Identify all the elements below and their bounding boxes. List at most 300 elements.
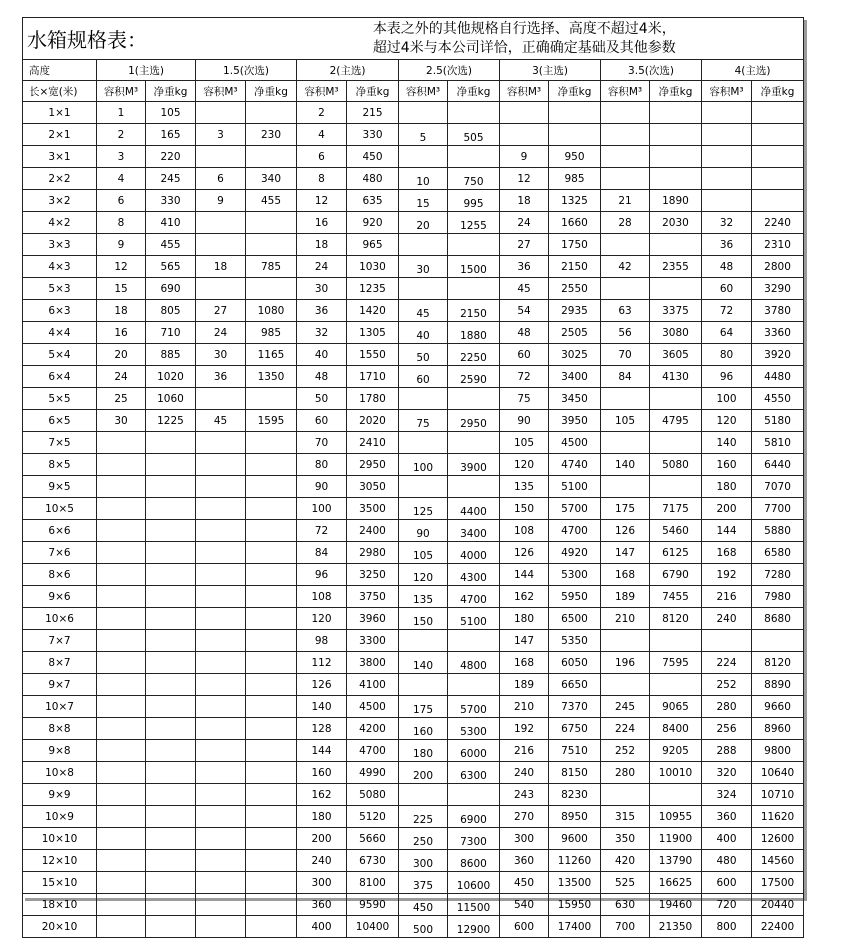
weight-cell [246, 146, 297, 168]
volume-cell: 50 [297, 388, 347, 410]
volume-cell: 100 [702, 388, 752, 410]
weight-cell: 10710 [752, 784, 804, 806]
volume-cell: 126 [500, 542, 549, 564]
volume-cell [97, 586, 146, 608]
size-cell: 3×1 [23, 146, 97, 168]
volume-cell [196, 652, 246, 674]
volume-cell [601, 124, 650, 146]
volume-cell: 175 [399, 696, 448, 718]
weight-cell [448, 278, 500, 300]
volume-cell: 60 [702, 278, 752, 300]
size-cell: 8×6 [23, 564, 97, 586]
volume-cell: 45 [196, 410, 246, 432]
volume-cell: 80 [297, 454, 347, 476]
volume-cell: 240 [702, 608, 752, 630]
volume-cell: 48 [500, 322, 549, 344]
weight-cell: 13500 [549, 872, 601, 894]
weight-cell: 17400 [549, 916, 601, 938]
weight-cell: 7175 [650, 498, 702, 520]
size-cell: 9×8 [23, 740, 97, 762]
volume-cell: 75 [399, 410, 448, 432]
volume-cell [601, 432, 650, 454]
volume-cell [399, 234, 448, 256]
weight-cell: 6730 [347, 850, 399, 872]
table-row [23, 872, 804, 894]
weight-header: 净重kg [347, 81, 399, 102]
volume-cell: 40 [297, 344, 347, 366]
weight-cell: 5100 [448, 608, 500, 630]
volume-cell [196, 586, 246, 608]
volume-cell: 168 [702, 542, 752, 564]
volume-cell: 1 [97, 102, 146, 124]
weight-cell [246, 630, 297, 652]
volume-cell: 126 [297, 674, 347, 696]
volume-cell [601, 674, 650, 696]
volume-cell: 18 [297, 234, 347, 256]
volume-cell: 3 [196, 124, 246, 146]
size-cell: 2×1 [23, 124, 97, 146]
weight-cell [752, 630, 804, 652]
volume-cell: 120 [702, 410, 752, 432]
volume-cell: 15 [97, 278, 146, 300]
volume-cell: 84 [297, 542, 347, 564]
volume-cell [97, 718, 146, 740]
weight-cell: 505 [448, 124, 500, 146]
weight-cell [448, 674, 500, 696]
weight-cell: 1350 [246, 366, 297, 388]
volume-cell: 96 [297, 564, 347, 586]
volume-cell: 720 [702, 894, 752, 916]
weight-cell: 4500 [347, 696, 399, 718]
weight-cell: 3900 [448, 454, 500, 476]
spec-table [22, 17, 804, 938]
weight-cell: 12600 [752, 828, 804, 850]
volume-cell: 16 [297, 212, 347, 234]
volume-header: 容积M³ [297, 81, 347, 102]
volume-cell: 36 [500, 256, 549, 278]
volume-cell: 140 [297, 696, 347, 718]
table-row [23, 696, 804, 718]
volume-cell: 30 [196, 344, 246, 366]
height-header: 3.5(次选) [601, 60, 702, 81]
weight-cell: 950 [549, 146, 601, 168]
table-row [23, 278, 804, 300]
volume-cell: 16 [97, 322, 146, 344]
volume-cell: 36 [297, 300, 347, 322]
weight-cell: 5880 [752, 520, 804, 542]
weight-cell [146, 784, 196, 806]
weight-cell: 7070 [752, 476, 804, 498]
weight-cell: 885 [146, 344, 196, 366]
volume-cell: 48 [297, 366, 347, 388]
volume-cell [97, 476, 146, 498]
volume-cell: 2 [97, 124, 146, 146]
volume-cell: 120 [500, 454, 549, 476]
weight-cell: 1225 [146, 410, 196, 432]
weight-cell: 340 [246, 168, 297, 190]
table-row [23, 740, 804, 762]
weight-cell: 450 [347, 146, 399, 168]
weight-header: 净重kg [246, 81, 297, 102]
weight-cell: 2800 [752, 256, 804, 278]
volume-cell: 450 [399, 894, 448, 916]
weight-cell [246, 564, 297, 586]
volume-cell [702, 146, 752, 168]
weight-cell [146, 498, 196, 520]
weight-cell [650, 102, 702, 124]
weight-cell: 8150 [549, 762, 601, 784]
volume-cell: 70 [297, 432, 347, 454]
volume-cell: 250 [399, 828, 448, 850]
weight-cell [246, 388, 297, 410]
weight-cell: 7370 [549, 696, 601, 718]
size-cell: 9×9 [23, 784, 97, 806]
volume-cell: 600 [702, 872, 752, 894]
volume-cell: 800 [702, 916, 752, 938]
weight-cell: 480 [347, 168, 399, 190]
weight-cell [246, 212, 297, 234]
weight-cell: 165 [146, 124, 196, 146]
weight-cell: 3780 [752, 300, 804, 322]
volume-cell: 192 [702, 564, 752, 586]
weight-cell: 5300 [448, 718, 500, 740]
size-cell: 10×5 [23, 498, 97, 520]
volume-header: 容积M³ [97, 81, 146, 102]
weight-cell [246, 542, 297, 564]
weight-cell [752, 190, 804, 212]
volume-cell: 8 [97, 212, 146, 234]
volume-cell: 70 [601, 344, 650, 366]
table-row [23, 212, 804, 234]
weight-cell: 1880 [448, 322, 500, 344]
volume-cell [601, 784, 650, 806]
weight-cell: 6650 [549, 674, 601, 696]
weight-cell [246, 806, 297, 828]
volume-cell [97, 520, 146, 542]
volume-cell: 168 [500, 652, 549, 674]
weight-cell [146, 630, 196, 652]
volume-cell: 120 [297, 608, 347, 630]
table-row [23, 828, 804, 850]
weight-cell: 565 [146, 256, 196, 278]
weight-cell: 1080 [246, 300, 297, 322]
table-row [23, 652, 804, 674]
weight-cell: 245 [146, 168, 196, 190]
height-header: 3(主选) [500, 60, 601, 81]
volume-cell: 192 [500, 718, 549, 740]
weight-cell: 6500 [549, 608, 601, 630]
weight-cell: 4740 [549, 454, 601, 476]
volume-cell [97, 806, 146, 828]
weight-cell: 1420 [347, 300, 399, 322]
weight-header: 净重kg [146, 81, 196, 102]
volume-cell: 600 [500, 916, 549, 938]
table-row [23, 300, 804, 322]
weight-cell: 8230 [549, 784, 601, 806]
size-cell: 8×7 [23, 652, 97, 674]
volume-cell: 90 [399, 520, 448, 542]
volume-cell [196, 542, 246, 564]
volume-cell: 189 [601, 586, 650, 608]
volume-cell [97, 498, 146, 520]
weight-cell: 3360 [752, 322, 804, 344]
size-cell: 7×7 [23, 630, 97, 652]
weight-cell: 5080 [347, 784, 399, 806]
weight-cell [146, 916, 196, 938]
volume-cell: 500 [399, 916, 448, 938]
weight-cell: 1255 [448, 212, 500, 234]
volume-cell: 98 [297, 630, 347, 652]
volume-cell: 9 [97, 234, 146, 256]
weight-cell: 1660 [549, 212, 601, 234]
weight-cell: 330 [146, 190, 196, 212]
weight-cell: 6750 [549, 718, 601, 740]
volume-cell [196, 146, 246, 168]
weight-cell: 4550 [752, 388, 804, 410]
weight-cell: 8600 [448, 850, 500, 872]
weight-cell: 230 [246, 124, 297, 146]
volume-cell: 200 [297, 828, 347, 850]
weight-cell [448, 630, 500, 652]
table-row [23, 498, 804, 520]
volume-cell [97, 674, 146, 696]
size-cell: 6×3 [23, 300, 97, 322]
size-cell: 4×3 [23, 256, 97, 278]
volume-cell [196, 784, 246, 806]
weight-cell: 8950 [549, 806, 601, 828]
volume-cell: 9 [500, 146, 549, 168]
table-row [23, 674, 804, 696]
volume-cell: 84 [601, 366, 650, 388]
unit-header-row [23, 81, 804, 102]
volume-cell: 8 [297, 168, 347, 190]
volume-cell: 140 [601, 454, 650, 476]
weight-cell: 2550 [549, 278, 601, 300]
volume-cell: 40 [399, 322, 448, 344]
weight-cell [146, 872, 196, 894]
weight-cell [146, 850, 196, 872]
weight-cell [752, 168, 804, 190]
weight-cell: 3250 [347, 564, 399, 586]
weight-cell: 5120 [347, 806, 399, 828]
volume-cell: 150 [399, 608, 448, 630]
weight-cell: 15950 [549, 894, 601, 916]
volume-cell: 162 [500, 586, 549, 608]
weight-cell: 6125 [650, 542, 702, 564]
volume-cell [399, 102, 448, 124]
weight-header: 净重kg [650, 81, 702, 102]
volume-cell [399, 630, 448, 652]
volume-cell: 12 [297, 190, 347, 212]
weight-cell: 11620 [752, 806, 804, 828]
volume-cell: 245 [601, 696, 650, 718]
volume-cell: 256 [702, 718, 752, 740]
volume-cell: 480 [702, 850, 752, 872]
weight-cell: 9600 [549, 828, 601, 850]
size-cell: 1×1 [23, 102, 97, 124]
weight-cell: 9660 [752, 696, 804, 718]
volume-cell: 630 [601, 894, 650, 916]
weight-cell: 2150 [549, 256, 601, 278]
volume-cell: 300 [399, 850, 448, 872]
weight-cell: 12900 [448, 916, 500, 938]
volume-cell: 700 [601, 916, 650, 938]
weight-cell [246, 652, 297, 674]
volume-cell: 126 [601, 520, 650, 542]
volume-cell [196, 432, 246, 454]
weight-cell: 4800 [448, 652, 500, 674]
weight-cell [650, 674, 702, 696]
weight-cell [549, 102, 601, 124]
size-cell: 10×10 [23, 828, 97, 850]
weight-cell: 3450 [549, 388, 601, 410]
weight-cell: 4700 [448, 586, 500, 608]
weight-cell: 4700 [347, 740, 399, 762]
table-row [23, 190, 804, 212]
weight-cell [246, 454, 297, 476]
size-cell: 10×8 [23, 762, 97, 784]
volume-cell: 540 [500, 894, 549, 916]
weight-cell [246, 476, 297, 498]
volume-cell: 240 [500, 762, 549, 784]
weight-cell [146, 762, 196, 784]
weight-cell: 8120 [650, 608, 702, 630]
volume-cell: 128 [297, 718, 347, 740]
weight-cell: 1020 [146, 366, 196, 388]
volume-cell: 64 [702, 322, 752, 344]
size-cell: 5×3 [23, 278, 97, 300]
volume-cell: 10 [399, 168, 448, 190]
weight-cell [650, 388, 702, 410]
volume-cell: 360 [500, 850, 549, 872]
weight-cell: 3750 [347, 586, 399, 608]
volume-cell [97, 432, 146, 454]
volume-cell: 320 [702, 762, 752, 784]
volume-cell: 72 [297, 520, 347, 542]
weight-cell: 4990 [347, 762, 399, 784]
weight-cell: 10955 [650, 806, 702, 828]
volume-cell [196, 674, 246, 696]
volume-cell [97, 740, 146, 762]
volume-cell: 54 [500, 300, 549, 322]
volume-cell: 100 [297, 498, 347, 520]
size-cell: 7×5 [23, 432, 97, 454]
volume-cell: 189 [500, 674, 549, 696]
volume-cell [196, 894, 246, 916]
weight-cell: 5660 [347, 828, 399, 850]
volume-cell: 150 [500, 498, 549, 520]
weight-cell [146, 542, 196, 564]
volume-cell [97, 916, 146, 938]
volume-cell [196, 806, 246, 828]
volume-cell: 175 [601, 498, 650, 520]
volume-cell: 420 [601, 850, 650, 872]
weight-cell: 11500 [448, 894, 500, 916]
table-row [23, 432, 804, 454]
volume-cell [97, 872, 146, 894]
volume-cell [97, 762, 146, 784]
weight-cell: 4200 [347, 718, 399, 740]
weight-cell: 2950 [448, 410, 500, 432]
weight-cell [650, 784, 702, 806]
height-header: 1(主选) [97, 60, 196, 81]
volume-cell [399, 476, 448, 498]
volume-cell: 24 [297, 256, 347, 278]
weight-cell: 7980 [752, 586, 804, 608]
weight-cell: 10640 [752, 762, 804, 784]
volume-cell: 160 [702, 454, 752, 476]
volume-cell: 125 [399, 498, 448, 520]
weight-cell: 8100 [347, 872, 399, 894]
weight-cell: 3290 [752, 278, 804, 300]
volume-header: 容积M³ [702, 81, 752, 102]
volume-cell: 24 [97, 366, 146, 388]
weight-cell: 5300 [549, 564, 601, 586]
volume-cell: 140 [399, 652, 448, 674]
size-cell: 3×2 [23, 190, 97, 212]
volume-cell [97, 894, 146, 916]
volume-cell: 108 [500, 520, 549, 542]
weight-cell [146, 586, 196, 608]
volume-cell: 75 [500, 388, 549, 410]
volume-cell [196, 454, 246, 476]
volume-cell: 280 [601, 762, 650, 784]
weight-cell [246, 608, 297, 630]
volume-cell: 120 [399, 564, 448, 586]
weight-cell: 4700 [549, 520, 601, 542]
weight-cell [650, 432, 702, 454]
volume-cell: 160 [399, 718, 448, 740]
volume-cell [196, 696, 246, 718]
weight-cell [246, 432, 297, 454]
volume-cell [399, 388, 448, 410]
volume-cell: 18 [500, 190, 549, 212]
weight-cell: 1500 [448, 256, 500, 278]
weight-cell: 3300 [347, 630, 399, 652]
table-row [23, 520, 804, 542]
volume-cell: 12 [500, 168, 549, 190]
volume-cell [601, 630, 650, 652]
volume-cell [97, 828, 146, 850]
weight-cell: 2935 [549, 300, 601, 322]
size-cell: 20×10 [23, 916, 97, 938]
weight-cell [246, 894, 297, 916]
volume-cell: 28 [601, 212, 650, 234]
volume-cell [196, 872, 246, 894]
height-header: 2(主选) [297, 60, 399, 81]
volume-cell: 56 [601, 322, 650, 344]
weight-header: 净重kg [448, 81, 500, 102]
weight-cell [246, 234, 297, 256]
volume-cell [196, 850, 246, 872]
volume-cell: 224 [601, 718, 650, 740]
sheet-title: 水箱规格表： [23, 18, 246, 60]
volume-cell: 144 [702, 520, 752, 542]
weight-cell: 7300 [448, 828, 500, 850]
table-row [23, 102, 804, 124]
weight-cell: 455 [146, 234, 196, 256]
weight-cell: 8890 [752, 674, 804, 696]
volume-cell [196, 718, 246, 740]
volume-cell: 300 [297, 872, 347, 894]
volume-cell [601, 278, 650, 300]
size-cell: 10×6 [23, 608, 97, 630]
volume-cell: 400 [297, 916, 347, 938]
size-cell: 18×10 [23, 894, 97, 916]
weight-cell [752, 102, 804, 124]
size-cell: 7×6 [23, 542, 97, 564]
volume-cell: 42 [601, 256, 650, 278]
